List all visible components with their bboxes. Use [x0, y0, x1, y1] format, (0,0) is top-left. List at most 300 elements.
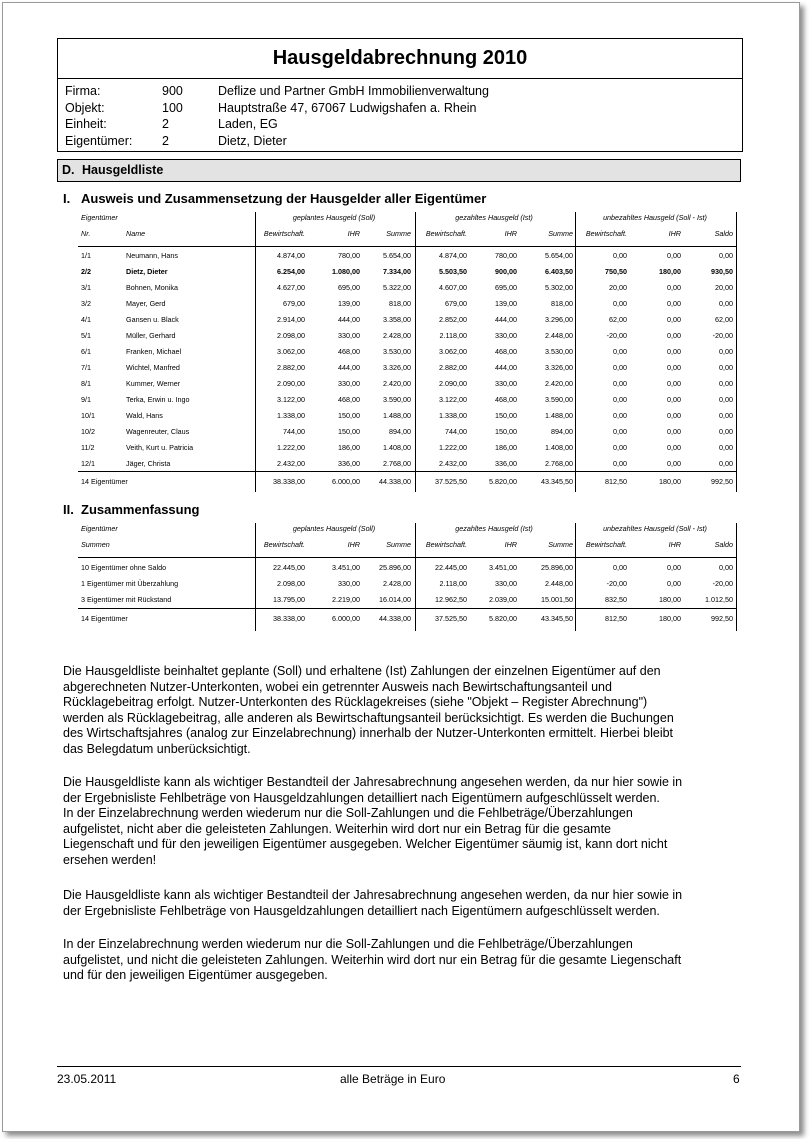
column-i3: IHR: [668, 540, 681, 549]
cell-value: 0,00: [613, 251, 627, 260]
header-info-code: 2: [162, 117, 169, 131]
column-i3: IHR: [668, 229, 681, 238]
total-value: 5.820,00: [489, 477, 517, 486]
cell-value: 3.590,00: [383, 395, 411, 404]
table-group-header: [78, 210, 736, 226]
column-s1: Summe: [386, 229, 411, 238]
cell-value: 2.039,00: [489, 595, 517, 604]
cell-value: 4.627,00: [277, 283, 305, 292]
cell-value: 6.254,00: [277, 267, 305, 276]
cell-name: Jäger, Christa: [126, 459, 171, 468]
cell-value: 444,00: [338, 363, 360, 372]
table-row: [78, 560, 736, 576]
cell-name: Franken, Michael: [126, 347, 182, 356]
cell-value: 13.795,00: [273, 595, 305, 604]
total-value: 38.338,00: [273, 614, 305, 623]
cell-nr: 2/2: [81, 267, 91, 276]
cell-value: 818,00: [551, 299, 573, 308]
total-rule: [78, 608, 736, 609]
cell-value: 330,00: [338, 379, 360, 388]
cell-value: 3.451,00: [489, 563, 517, 572]
cell-nr: 12/1: [81, 459, 95, 468]
cell-nr: 4/1: [81, 315, 91, 324]
total-value: 6.000,00: [332, 614, 360, 623]
group-label-owner: Eigentümer: [81, 213, 118, 222]
cell-name: Neumann, Hans: [126, 251, 178, 260]
cell-value: 0,00: [667, 459, 681, 468]
paragraph-text: Die Hausgeldliste beinhaltet geplante (Soll) und erhaltene (Ist) Zahlungen der einzelnen Eigentümer auf den abgerechneten Nutzer-Unterkonten, wobei ein getrennter Ausweis nach Bewirtschaftungsanteil und Rücklagebeitrag erfolgt. Nutzer-Unterkonten des Rücklagekreises (siehe "Objekt – Register Abrechnung") werden als Rücklagebeitrag, alle anderen als Bewirtschaftungsanteil berücksichtigt. Es werden die Buchungen des Wirtschaftsjahres (analog zur Einzelabrechnung) innerhalb der Nutzer-Unterkonten ermittelt. Hierbei bleibt das Belegdatum unberücksichtigt.: [63, 664, 674, 756]
cell-value: 5.302,00: [545, 283, 573, 292]
cell-value: 1.080,00: [332, 267, 360, 276]
column-b3: Bewirtschaft.: [585, 540, 627, 549]
table-row: [78, 312, 736, 328]
cell-name: 10 Eigentümer ohne Saldo: [81, 563, 167, 572]
cell-value: -20,00: [606, 331, 627, 340]
group-label-soll: geplantes Hausgeld (Soll): [292, 213, 376, 222]
cell-value: 2.432,00: [439, 459, 467, 468]
cell-value: 0,00: [719, 427, 733, 436]
cell-value: 7.334,00: [383, 267, 411, 276]
table-row: [78, 576, 736, 592]
cell-value: 2.448,00: [545, 579, 573, 588]
paragraph-text: Die Hausgeldliste kann als wichtiger Bestandteil der Jahresabrechnung angesehen werden, da nur hier sowie in der Ergebnisliste Fehlbeträge von Hausgeldzahlungen detailliert nach Eigentümern aufgeschlüsselt werden.: [63, 888, 683, 918]
cell-value: 679,00: [445, 299, 467, 308]
column-divider: [255, 212, 256, 492]
cell-value: 750,50: [605, 267, 627, 276]
cell-value: 0,00: [613, 299, 627, 308]
cell-value: 0,00: [667, 443, 681, 452]
header-info-value: Hauptstraße 47, 67067 Ludwigshafen a. Rhein: [218, 100, 477, 115]
cell-value: 0,00: [613, 427, 627, 436]
cell-value: 1.222,00: [277, 443, 305, 452]
column-divider: [575, 212, 576, 492]
table-row: [78, 264, 736, 280]
column-s3: Saldo: [714, 540, 733, 549]
cell-value: 0,00: [613, 443, 627, 452]
cell-value: 2.448,00: [545, 331, 573, 340]
cell-value: -20,00: [712, 579, 733, 588]
cell-value: 744,00: [283, 427, 305, 436]
cell-value: 1.408,00: [383, 443, 411, 452]
total-value: 5.820,00: [489, 614, 517, 623]
table-row: [78, 424, 736, 440]
cell-value: 150,00: [338, 427, 360, 436]
column-divider: [415, 523, 416, 631]
part2-title: Zusammenfassung: [81, 502, 200, 517]
cell-value: 468,00: [495, 395, 517, 404]
cell-name: 1 Eigentümer mit Überzahlung: [81, 579, 179, 588]
cell-value: 25.896,00: [379, 563, 411, 572]
total-value: 44.338,00: [379, 614, 411, 623]
column-i1: IHR: [347, 540, 360, 549]
cell-value: 0,00: [719, 347, 733, 356]
cell-value: 0,00: [719, 395, 733, 404]
cell-value: 3.590,00: [545, 395, 573, 404]
paragraph-1: [63, 664, 743, 757]
cell-value: -20,00: [606, 579, 627, 588]
paragraph-text: Die Hausgeldliste kann als wichtiger Bestandteil der Jahresabrechnung angesehen werden, da nur hier sowie in der Ergebnisliste Fehlbeträge von Hausgeldzahlungen detailliert nach Eigentümern aufgeschlüsselt werden. In der Einzelabrechnung werden wiederum nur die Soll-Zahlungen und die Fehlbeträge/Überzahlungen aufgelistet, nicht aber die geleisteten Zahlungen. Weiterhin wird dort nur ein Betrag für die gesamte Liegenschaft und für den jeweiligen Eigentümer ausgegeben. Welcher Eigentümer säumig ist, kann dort nicht ersehen werden!: [63, 775, 683, 867]
owner-table: [78, 210, 736, 492]
cell-value: 3.122,00: [439, 395, 467, 404]
cell-value: 4.607,00: [439, 283, 467, 292]
cell-value: 2.420,00: [545, 379, 573, 388]
cell-value: 3.296,00: [545, 315, 573, 324]
cell-value: 2.090,00: [439, 379, 467, 388]
cell-value: 744,00: [445, 427, 467, 436]
cell-value: 3.122,00: [277, 395, 305, 404]
cell-value: 0,00: [667, 283, 681, 292]
cell-value: 150,00: [495, 411, 517, 420]
cell-value: 0,00: [613, 379, 627, 388]
part1-number: I.: [63, 191, 71, 206]
cell-value: 0,00: [719, 251, 733, 260]
column-b1: Bewirtschaft.: [263, 540, 305, 549]
cell-value: 4.874,00: [277, 251, 305, 260]
section-header: [57, 159, 741, 182]
cell-name: Bohnen, Monika: [126, 283, 178, 292]
table-total-row: [78, 474, 736, 490]
column-summen: Summen: [81, 540, 110, 549]
cell-value: 2.432,00: [277, 459, 305, 468]
header-info-label: Eigentümer:: [65, 133, 133, 148]
cell-value: 3.530,00: [545, 347, 573, 356]
cell-value: 0,00: [667, 315, 681, 324]
column-i2: IHR: [504, 229, 517, 238]
cell-value: 186,00: [495, 443, 517, 452]
footer-note: alle Beträge in Euro: [340, 1072, 446, 1086]
cell-value: 894,00: [389, 427, 411, 436]
document-header: [57, 38, 743, 152]
total-value: 43.345,50: [541, 477, 573, 486]
cell-value: 2.420,00: [383, 379, 411, 388]
cell-value: 12.962,50: [435, 595, 467, 604]
cell-nr: 11/2: [81, 443, 95, 452]
cell-value: 2.882,00: [439, 363, 467, 372]
cell-value: 5.503,50: [439, 267, 467, 276]
header-info-row: [58, 133, 742, 150]
table-row: [78, 280, 736, 296]
cell-value: 0,00: [613, 395, 627, 404]
cell-value: 444,00: [338, 315, 360, 324]
cell-value: 336,00: [338, 459, 360, 468]
column-divider: [736, 523, 737, 631]
cell-value: 20,00: [715, 283, 733, 292]
cell-value: 150,00: [338, 411, 360, 420]
cell-value: 1.488,00: [545, 411, 573, 420]
total-value: 812,50: [605, 477, 627, 486]
cell-value: 444,00: [495, 363, 517, 372]
cell-value: 330,00: [495, 331, 517, 340]
table-row: [78, 456, 736, 472]
cell-value: 22.445,00: [435, 563, 467, 572]
header-info-row: [58, 83, 742, 100]
cell-nr: 3/2: [81, 299, 91, 308]
group-label-ist: gezahltes Hausgeld (Ist): [455, 524, 533, 533]
cell-value: 0,00: [667, 379, 681, 388]
cell-name: 3 Eigentümer mit Rückstand: [81, 595, 172, 604]
cell-value: 0,00: [667, 299, 681, 308]
cell-value: 468,00: [338, 395, 360, 404]
cell-name: Kummer, Werner: [126, 379, 181, 388]
cell-value: 0,00: [667, 563, 681, 572]
paragraph-2: [63, 775, 743, 868]
cell-value: 139,00: [495, 299, 517, 308]
table-row: [78, 248, 736, 264]
cell-value: 0,00: [719, 411, 733, 420]
cell-value: 5.654,00: [383, 251, 411, 260]
table-row: [78, 376, 736, 392]
cell-value: 894,00: [551, 427, 573, 436]
cell-nr: 9/1: [81, 395, 91, 404]
cell-nr: 7/1: [81, 363, 91, 372]
table-row: [78, 296, 736, 312]
cell-value: 330,00: [338, 579, 360, 588]
cell-value: 1.488,00: [383, 411, 411, 420]
cell-value: 2.768,00: [383, 459, 411, 468]
paragraph-3: [63, 888, 743, 919]
cell-value: 5.654,00: [545, 251, 573, 260]
cell-value: 444,00: [495, 315, 517, 324]
header-info-code: 900: [162, 84, 183, 98]
cell-value: 16.014,00: [379, 595, 411, 604]
cell-value: 679,00: [283, 299, 305, 308]
column-s2: Summe: [548, 540, 573, 549]
footer-divider: [57, 1066, 741, 1067]
cell-value: 0,00: [667, 331, 681, 340]
header-rule: [78, 246, 736, 247]
cell-value: 180,00: [659, 595, 681, 604]
column-name: Name: [126, 229, 146, 238]
cell-value: 0,00: [667, 411, 681, 420]
cell-value: 186,00: [338, 443, 360, 452]
total-value: 812,50: [605, 614, 627, 623]
cell-value: 62,00: [609, 315, 627, 324]
document-title: Hausgeldabrechnung 2010: [58, 39, 742, 79]
total-value: 6.000,00: [332, 477, 360, 486]
column-b2: Bewirtschaft.: [425, 540, 467, 549]
cell-value: 22.445,00: [273, 563, 305, 572]
section-title: Hausgeldliste: [82, 163, 164, 177]
cell-value: 2.090,00: [277, 379, 305, 388]
cell-value: 2.768,00: [545, 459, 573, 468]
cell-nr: 6/1: [81, 347, 91, 356]
cell-value: 6.403,50: [545, 267, 573, 276]
cell-value: 1.222,00: [439, 443, 467, 452]
cell-value: 0,00: [719, 299, 733, 308]
paragraph-text: In der Einzelabrechnung werden wiederum nur die Soll-Zahlungen und die Fehlbeträge/Überzahlungen aufgelistet, und nicht die geleisteten Zahlungen. Weiterhin wird dort nur ein Betrag für die gesamte Liegenschaft und für den jeweiligen Eigentümer ausgegeben.: [63, 937, 682, 982]
cell-value: 780,00: [495, 251, 517, 260]
cell-value: 0,00: [613, 563, 627, 572]
cell-value: 0,00: [613, 411, 627, 420]
column-divider: [255, 523, 256, 631]
total-value: 37.525,50: [435, 477, 467, 486]
table-row: [78, 344, 736, 360]
cell-name: Wichtel, Manfred: [126, 363, 180, 372]
column-b2: Bewirtschaft.: [425, 229, 467, 238]
cell-value: 0,00: [667, 347, 681, 356]
cell-value: 330,00: [495, 579, 517, 588]
header-info-row: [58, 116, 742, 133]
cell-value: 330,00: [495, 379, 517, 388]
cell-nr: 1/1: [81, 251, 91, 260]
cell-name: Veith, Kurt u. Patricia: [126, 443, 194, 452]
total-rule: [78, 471, 736, 472]
cell-name: Gansen u. Black: [126, 315, 179, 324]
cell-value: 0,00: [613, 363, 627, 372]
header-info-value: Dietz, Dieter: [218, 133, 287, 148]
cell-name: Wagenreuter, Claus: [126, 427, 190, 436]
column-i1: IHR: [347, 229, 360, 238]
cell-value: 1.338,00: [277, 411, 305, 420]
total-value: 180,00: [659, 477, 681, 486]
column-divider: [415, 212, 416, 492]
column-s1: Summe: [386, 540, 411, 549]
cell-value: 818,00: [389, 299, 411, 308]
cell-value: 0,00: [667, 363, 681, 372]
cell-value: 2.098,00: [277, 579, 305, 588]
column-b3: Bewirtschaft.: [585, 229, 627, 238]
cell-value: 900,00: [495, 267, 517, 276]
cell-value: 2.852,00: [439, 315, 467, 324]
table-column-header: [78, 537, 736, 553]
group-label-diff: unbezahltes Hausgeld (Soll - Ist): [603, 524, 707, 533]
cell-value: 695,00: [495, 283, 517, 292]
cell-value: -20,00: [712, 331, 733, 340]
part1-title: Ausweis und Zusammensetzung der Hausgelder aller Eigentümer: [81, 191, 487, 206]
cell-value: 0,00: [719, 459, 733, 468]
total-value: 992,50: [711, 477, 733, 486]
cell-value: 2.098,00: [277, 331, 305, 340]
total-value: 44.338,00: [379, 477, 411, 486]
table-row: [78, 592, 736, 608]
cell-nr: 10/1: [81, 411, 95, 420]
cell-nr: 10/2: [81, 427, 95, 436]
footer-page: 6: [733, 1072, 740, 1086]
cell-value: 0,00: [719, 443, 733, 452]
cell-value: 3.326,00: [545, 363, 573, 372]
header-info-label: Einheit:: [65, 117, 107, 131]
group-label-soll: geplantes Hausgeld (Soll): [292, 524, 376, 533]
column-nr: Nr.: [81, 229, 91, 238]
table-row: [78, 440, 736, 456]
cell-value: 3.326,00: [383, 363, 411, 372]
cell-value: 0,00: [719, 379, 733, 388]
cell-value: 20,00: [609, 283, 627, 292]
cell-value: 3.062,00: [439, 347, 467, 356]
cell-value: 1.338,00: [439, 411, 467, 420]
total-value: 37.525,50: [435, 614, 467, 623]
table-group-header: [78, 521, 736, 537]
column-s3: Saldo: [714, 229, 733, 238]
cell-value: 468,00: [495, 347, 517, 356]
column-b1: Bewirtschaft.: [263, 229, 305, 238]
cell-nr: 3/1: [81, 283, 91, 292]
cell-value: 4.874,00: [439, 251, 467, 260]
cell-value: 5.322,00: [383, 283, 411, 292]
cell-value: 62,00: [715, 315, 733, 324]
column-i2: IHR: [504, 540, 517, 549]
group-label-diff: unbezahltes Hausgeld (Soll - Ist): [603, 213, 707, 222]
summary-table: [78, 521, 736, 631]
cell-value: 0,00: [719, 563, 733, 572]
cell-value: 0,00: [667, 579, 681, 588]
cell-value: 0,00: [719, 363, 733, 372]
cell-value: 2.914,00: [277, 315, 305, 324]
cell-value: 330,00: [338, 331, 360, 340]
column-divider: [575, 523, 576, 631]
total-label: 14 Eigentümer: [81, 477, 128, 486]
cell-value: 0,00: [613, 347, 627, 356]
header-info-label: Objekt:: [65, 100, 105, 115]
cell-value: 0,00: [667, 251, 681, 260]
paragraph-4: [63, 937, 743, 984]
header-info-row: [58, 100, 742, 117]
cell-value: 3.062,00: [277, 347, 305, 356]
cell-value: 832,50: [605, 595, 627, 604]
header-info-label: Firma:: [65, 84, 101, 98]
table-row: [78, 408, 736, 424]
total-label: 14 Eigentümer: [81, 614, 128, 623]
cell-value: 2.882,00: [277, 363, 305, 372]
cell-value: 1.012,50: [705, 595, 733, 604]
cell-value: 336,00: [495, 459, 517, 468]
cell-value: 0,00: [667, 427, 681, 436]
cell-value: 139,00: [338, 299, 360, 308]
total-value: 43.345,50: [541, 614, 573, 623]
table-row: [78, 328, 736, 344]
cell-name: Terka, Erwin u. Ingo: [126, 395, 190, 404]
cell-value: 2.118,00: [439, 579, 467, 588]
header-info-value: Deflize und Partner GmbH Immobilienverwaltung: [218, 84, 489, 98]
table-column-header: [78, 226, 736, 242]
total-value: 180,00: [659, 614, 681, 623]
cell-value: 25.896,00: [541, 563, 573, 572]
cell-value: 2.428,00: [383, 331, 411, 340]
part2-number: II.: [63, 502, 74, 517]
cell-nr: 8/1: [81, 379, 91, 388]
cell-value: 0,00: [667, 395, 681, 404]
cell-value: 780,00: [338, 251, 360, 260]
column-s2: Summe: [548, 229, 573, 238]
group-label-ist: gezahltes Hausgeld (Ist): [455, 213, 533, 222]
table-row: [78, 392, 736, 408]
cell-nr: 5/1: [81, 331, 91, 340]
group-label-owner: Eigentümer: [81, 524, 118, 533]
cell-value: 0,00: [613, 459, 627, 468]
cell-value: 2.219,00: [332, 595, 360, 604]
header-info-code: 2: [162, 133, 169, 148]
cell-name: Dietz, Dieter: [126, 267, 168, 276]
cell-name: Müller, Gerhard: [126, 331, 176, 340]
cell-name: Wald, Hans: [126, 411, 163, 420]
cell-value: 930,50: [711, 267, 733, 276]
cell-name: Mayer, Gerd: [126, 299, 166, 308]
cell-value: 150,00: [495, 427, 517, 436]
cell-value: 3.530,00: [383, 347, 411, 356]
footer-date: 23.05.2011: [57, 1072, 117, 1086]
cell-value: 180,00: [659, 267, 681, 276]
section-letter: D.: [62, 163, 75, 177]
table-total-row: [78, 611, 736, 627]
cell-value: 2.428,00: [383, 579, 411, 588]
cell-value: 695,00: [338, 283, 360, 292]
total-value: 38.338,00: [273, 477, 305, 486]
column-divider: [736, 212, 737, 492]
total-value: 992,50: [711, 614, 733, 623]
header-info-value: Laden, EG: [218, 117, 278, 131]
cell-value: 1.408,00: [545, 443, 573, 452]
header-rule: [78, 557, 736, 558]
